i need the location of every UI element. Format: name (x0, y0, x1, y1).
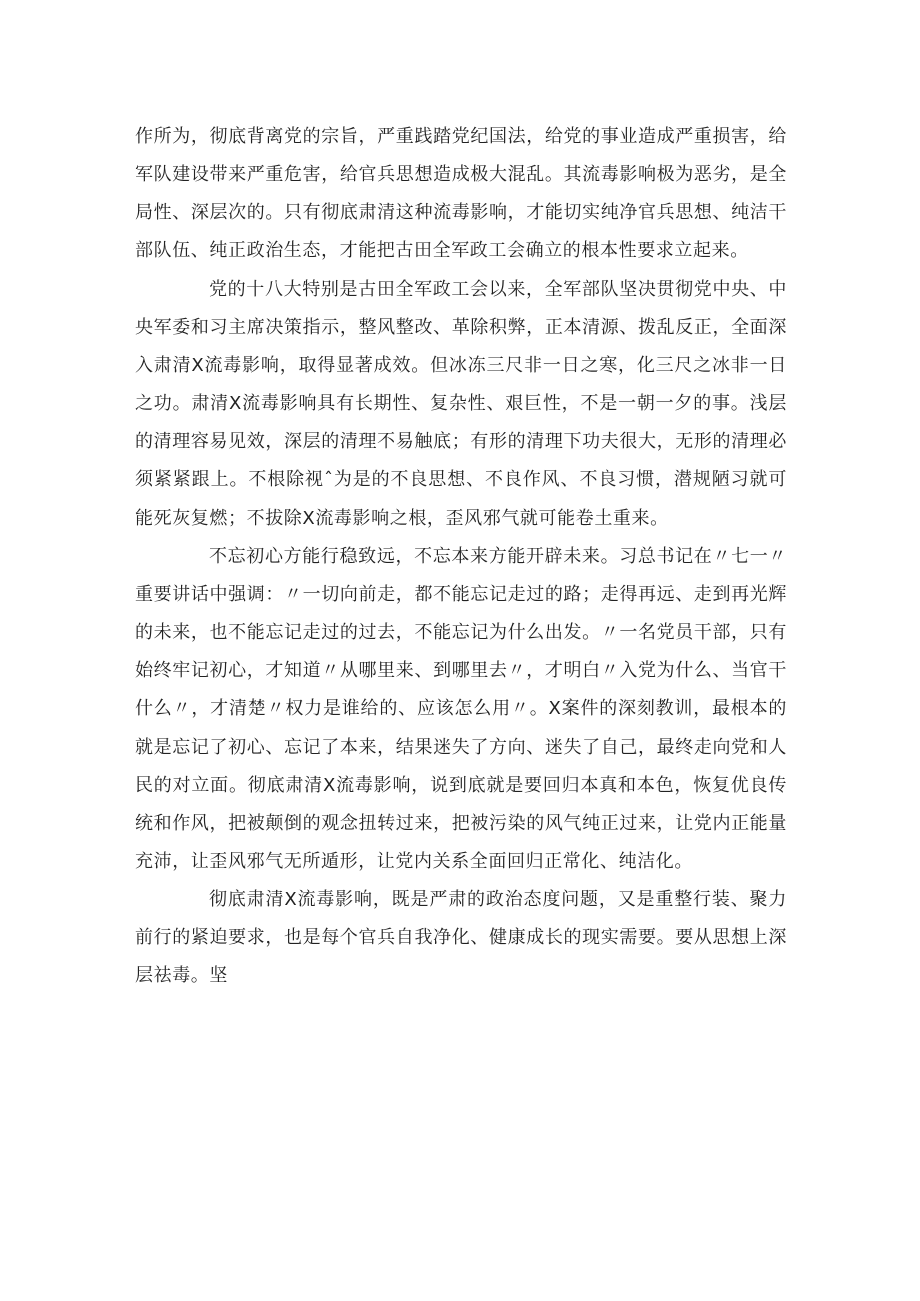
document-body (135, 118, 787, 996)
paragraph-4: 彻底肃清X流毒影响，既是严肃的政治态度问题，又是重整行装、聚力前行的紧迫要求，也是每个官兵自我净化、健康成长的现实需要。要从思想上深层祛毒。坚 (135, 889, 787, 987)
paragraph-3: 不忘初心方能行稳致远，不忘本来方能开辟未来。习总书记在〃七一〃重要讲话中强调：〃一切向前走，都不能忘记走过的路；走得再远、走到再光辉的未来，也不能忘记走过的过去，不能忘记为什么出发。〃一名党员干部，只有始终牢记初心，才知道〃从哪里来、到哪里去〃，才明白〃入党为什么、当官干什么〃，才清楚〃权力是谁给的、应该怎么用〃。X案件的深刻教训，最根本的就是忘记了初心、忘记了本来，结果迷失了方向、迷失了自己，最终走向党和人民的对立面。彻底肃清X流毒影响，说到底就是要回归本真和本色，恢复优良传统和作风，把被颠倒的观念扭转过来，把被污染的风气纯正过来，让党内正能量充沛，让歪风邪气无所遁形，让党内关系全面回归正常化、纯洁化。 (135, 545, 787, 872)
paragraph-1: 作所为，彻底背离党的宗旨，严重践踏党纪国法，给党的事业造成严重损害，给军队建设带来严重危害，给官兵思想造成极大混乱。其流毒影响极为恶劣，是全局性、深层次的。只有彻底肃清这种流毒影响，才能切实纯净官兵思想、纯洁干部队伍、纯正政治生态，才能把古田全军政工会确立的根本性要求立起来。 (135, 126, 787, 262)
paragraph-2: 党的十八大特别是古田全军政工会以来，全军部队坚决贯彻党中央、中央军委和习主席决策指示，整风整改、革除积弊，正本清源、拨乱反正，全面深入肃清X流毒影响，取得显著成效。但冰冻三尺非一日之寒，化三尺之冰非一日之功。肃清X流毒影响具有长期性、复杂性、艰巨性，不是一朝一夕的事。浅层的清理容易见效，深层的清理不易触底；有形的清理下功夫很大，无形的清理必须紧紧跟上。不根除视ˆ为是的不良思想、不良作风、不良习惯，潜规陋习就可能死灰复燃；不拔除X流毒影响之根，歪风邪气就可能卷土重来。 (135, 278, 787, 529)
